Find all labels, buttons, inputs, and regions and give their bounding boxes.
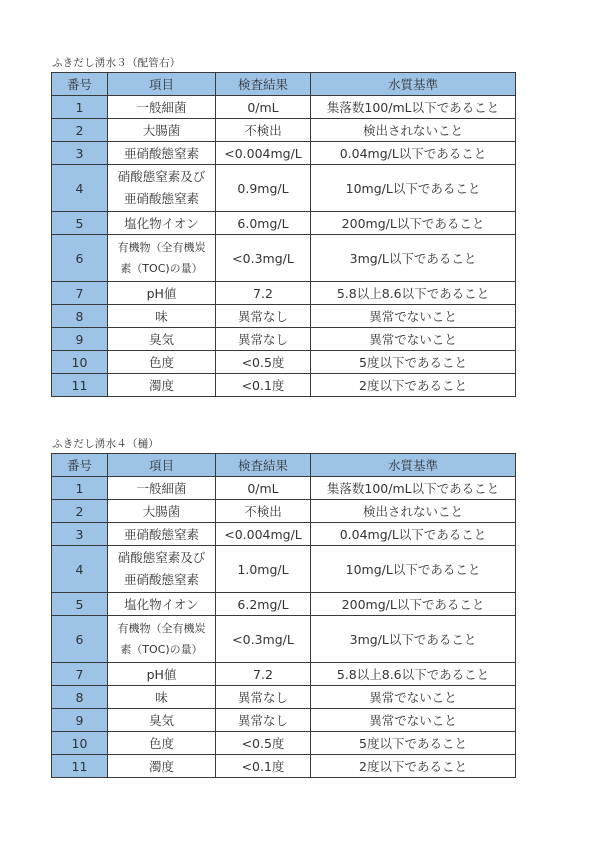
test-item xyxy=(108,546,216,593)
item-name: 色度 xyxy=(148,355,174,370)
quality-standard: 0.04mg/L以下であること xyxy=(311,142,516,165)
test-item xyxy=(108,328,216,351)
quality-standard: 検出されないこと xyxy=(311,119,516,142)
item-name: 塩化物イオン xyxy=(124,597,199,612)
test-item xyxy=(108,616,216,663)
row-number: 8 xyxy=(52,686,108,709)
test-result: 異常なし xyxy=(216,686,311,709)
header-standard: 水質基準 xyxy=(311,73,516,96)
table-row xyxy=(52,374,516,397)
table-row xyxy=(52,755,516,778)
item-line: 硝酸態窒素及び xyxy=(117,550,206,565)
test-result: 異常なし xyxy=(216,328,311,351)
test-result: 不検出 xyxy=(216,119,311,142)
table-row xyxy=(52,500,516,523)
quality-standard: 0.04mg/L以下であること xyxy=(311,523,516,546)
table-row xyxy=(52,477,516,500)
test-result: 異常なし xyxy=(216,709,311,732)
row-number: 6 xyxy=(52,616,108,663)
quality-standard: 集落数100/mL以下であること xyxy=(311,477,516,500)
row-number: 4 xyxy=(52,546,108,593)
row-number: 11 xyxy=(52,374,108,397)
item-name: 濁度 xyxy=(148,759,174,774)
row-number: 11 xyxy=(52,755,108,778)
row-number: 5 xyxy=(52,212,108,235)
quality-standard: 2度以下であること xyxy=(311,374,516,397)
row-number: 2 xyxy=(52,500,108,523)
row-number: 8 xyxy=(52,305,108,328)
test-item xyxy=(108,282,216,305)
table-row xyxy=(52,282,516,305)
test-item xyxy=(108,709,216,732)
test-result: 0/mL xyxy=(216,477,311,500)
quality-standard: 5.8以上8.6以下であること xyxy=(311,282,516,305)
item-name: 大腸菌 xyxy=(142,123,181,138)
test-item xyxy=(108,351,216,374)
header-result: 検査結果 xyxy=(216,454,311,477)
test-item xyxy=(108,165,216,212)
water-quality-table-1 xyxy=(51,72,516,397)
test-result: 6.0mg/L xyxy=(216,212,311,235)
item-name: 塩化物イオン xyxy=(124,216,199,231)
test-result: <0.004mg/L xyxy=(216,523,311,546)
quality-standard: 5.8以上8.6以下であること xyxy=(311,663,516,686)
test-item xyxy=(108,212,216,235)
header-item: 項目 xyxy=(108,454,216,477)
header-standard: 水質基準 xyxy=(311,454,516,477)
quality-standard: 異常でないこと xyxy=(311,686,516,709)
test-result: <0.3mg/L xyxy=(216,235,311,282)
test-item xyxy=(108,96,216,119)
test-result: <0.3mg/L xyxy=(216,616,311,663)
row-number: 2 xyxy=(52,119,108,142)
test-result: <0.004mg/L xyxy=(216,142,311,165)
item-line: 素（TOC)の量） xyxy=(120,262,203,275)
water-quality-table-2 xyxy=(51,453,516,778)
quality-standard: 10mg/L以下であること xyxy=(311,546,516,593)
item-name: 大腸菌 xyxy=(142,504,181,519)
test-item xyxy=(108,523,216,546)
test-result: 1.0mg/L xyxy=(216,546,311,593)
item-line: 有機物（全有機炭 xyxy=(117,241,206,254)
item-line: 亜硝酸態窒素 xyxy=(123,191,199,206)
quality-standard: 5度以下であること xyxy=(311,732,516,755)
table-row xyxy=(52,523,516,546)
test-item xyxy=(108,477,216,500)
table-row xyxy=(52,96,516,119)
test-item xyxy=(108,593,216,616)
header-number: 番号 xyxy=(52,73,108,96)
quality-standard: 10mg/L以下であること xyxy=(311,165,516,212)
table-row xyxy=(52,593,516,616)
quality-standard: 3mg/L以下であること xyxy=(311,235,516,282)
quality-standard: 集落数100/mL以下であること xyxy=(311,96,516,119)
table-row xyxy=(52,616,516,663)
quality-standard: 異常でないこと xyxy=(311,305,516,328)
item-name: 濁度 xyxy=(148,378,174,393)
test-item xyxy=(108,374,216,397)
test-result: 6.2mg/L xyxy=(216,593,311,616)
test-result: 0/mL xyxy=(216,96,311,119)
table-row xyxy=(52,546,516,593)
test-result: 7.2 xyxy=(216,663,311,686)
table-row xyxy=(52,305,516,328)
quality-standard: 3mg/L以下であること xyxy=(311,616,516,663)
row-number: 1 xyxy=(52,477,108,500)
quality-standard: 200mg/L以下であること xyxy=(311,593,516,616)
test-result: <0.5度 xyxy=(216,732,311,755)
row-number: 1 xyxy=(52,96,108,119)
item-name: 亜硝酸態窒素 xyxy=(123,527,199,542)
test-result: 0.9mg/L xyxy=(216,165,311,212)
test-item xyxy=(108,235,216,282)
item-line: 有機物（全有機炭 xyxy=(117,622,206,635)
quality-standard: 200mg/L以下であること xyxy=(311,212,516,235)
item-name: 臭気 xyxy=(148,332,174,347)
row-number: 10 xyxy=(52,732,108,755)
row-number: 4 xyxy=(52,165,108,212)
row-number: 7 xyxy=(52,663,108,686)
row-number: 7 xyxy=(52,282,108,305)
table-row xyxy=(52,235,516,282)
item-name: 一般細菌 xyxy=(136,481,187,496)
table-row xyxy=(52,686,516,709)
test-item xyxy=(108,732,216,755)
test-result: 不検出 xyxy=(216,500,311,523)
quality-standard: 5度以下であること xyxy=(311,351,516,374)
table-row xyxy=(52,663,516,686)
test-item xyxy=(108,686,216,709)
test-item xyxy=(108,755,216,778)
item-line: 亜硝酸態窒素 xyxy=(123,572,199,587)
test-result: <0.1度 xyxy=(216,374,311,397)
row-number: 5 xyxy=(52,593,108,616)
row-number: 3 xyxy=(52,523,108,546)
table-row xyxy=(52,212,516,235)
table-caption-1: ふきだし湧水３（配管右） xyxy=(52,57,181,69)
row-number: 3 xyxy=(52,142,108,165)
table-row xyxy=(52,351,516,374)
item-name: 色度 xyxy=(148,736,174,751)
item-name: 一般細菌 xyxy=(136,100,187,115)
row-number: 9 xyxy=(52,709,108,732)
item-name: 味 xyxy=(155,309,168,324)
item-name: pH値 xyxy=(146,667,177,682)
test-item xyxy=(108,305,216,328)
item-line: 硝酸態窒素及び xyxy=(117,169,206,184)
item-name: pH値 xyxy=(146,286,177,301)
quality-standard: 検出されないこと xyxy=(311,500,516,523)
quality-standard: 2度以下であること xyxy=(311,755,516,778)
test-result: <0.5度 xyxy=(216,351,311,374)
row-number: 10 xyxy=(52,351,108,374)
test-item xyxy=(108,142,216,165)
table-row xyxy=(52,142,516,165)
table-row xyxy=(52,328,516,351)
item-name: 味 xyxy=(155,690,168,705)
test-result: 7.2 xyxy=(216,282,311,305)
test-result: 異常なし xyxy=(216,305,311,328)
table-row xyxy=(52,165,516,212)
test-item xyxy=(108,663,216,686)
item-name: 臭気 xyxy=(148,713,174,728)
test-item xyxy=(108,500,216,523)
header-result: 検査結果 xyxy=(216,73,311,96)
item-line: 素（TOC)の量） xyxy=(120,643,203,656)
quality-standard: 異常でないこと xyxy=(311,328,516,351)
table-caption-2: ふきだし湧水４（樋） xyxy=(52,438,159,450)
header-number: 番号 xyxy=(52,454,108,477)
table-row xyxy=(52,119,516,142)
test-result: <0.1度 xyxy=(216,755,311,778)
item-name: 亜硝酸態窒素 xyxy=(123,146,199,161)
header-item: 項目 xyxy=(108,73,216,96)
table-row xyxy=(52,732,516,755)
quality-standard: 異常でないこと xyxy=(311,709,516,732)
row-number: 6 xyxy=(52,235,108,282)
table-row xyxy=(52,709,516,732)
test-item xyxy=(108,119,216,142)
row-number: 9 xyxy=(52,328,108,351)
